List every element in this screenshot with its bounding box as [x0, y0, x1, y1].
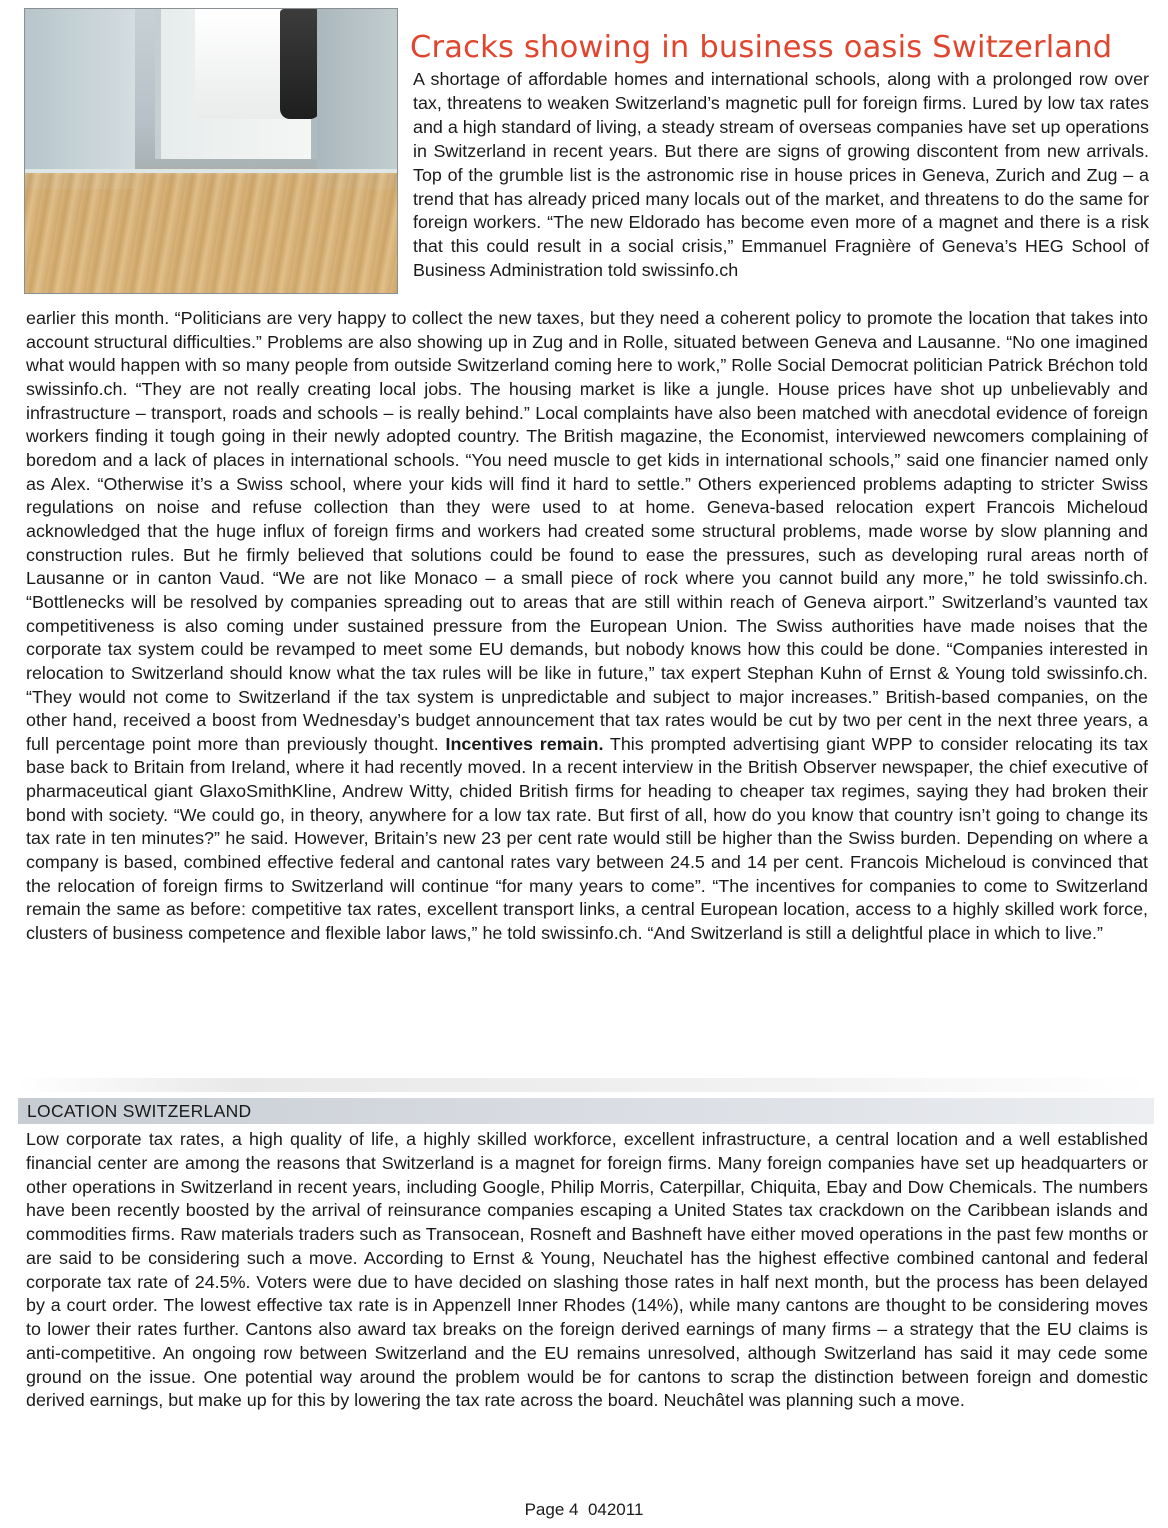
article-body [26, 307, 1148, 946]
sidebar-title: LOCATION SWITZERLAND [27, 1101, 252, 1121]
article-lead: A shortage of affordable homes and international schools, along with a prolonged row over tax, threatens to weaken Switzerland’s magnetic pull for foreign firms. Lured by low tax rates and a high standard of living, a steady stream of overseas companies have set up operations in Switzerland in recent years. But there are signs of growing discontent from new arrivals. Top of the grumble list is the astronomic rise in house prices in Geneva, Zurich and Zug – a trend that has already priced many locals out of the market, and threatens to do the same for foreign workers. “The new Eldorado has become even more of a magnet and there is a risk that this could result in a social crisis,” Emmanuel Fragnière of Geneva’s HEG School of Business Administration told swissinfo.ch [413, 69, 1149, 281]
article-photo [24, 8, 398, 294]
photo-person [280, 9, 320, 119]
issue-code: 042011 [587, 1500, 644, 1519]
article-body-part2: This prompted advertising giant WPP to consider relocating its tax base back to Britain from Ireland, where it had recently moved. In a recent interview in the British Observer newspaper, the chief executive of pharmaceutical giant GlaxoSmithKline, Andrew Witty, chided British firms for heading to cheaper tax regimes, saying they had broken their bond with society. “We could go, in theory, anywhere for a low tax rate. But first of all, how do you know that country isn’t going to change its tax rate in ten minutes?” he said. However, Britain’s new 23 per cent rate would still be higher than the Swiss burden. Depending on where a company is based, combined effective federal and cantonal rates vary between 24.5 and 14 per cent. Francois Micheloud is convinced that the relocation of foreign firms to Switzerland will continue “for many years to come”. “The incentives for companies to come to Switzerland remain the same as before: competitive tax rates, excellent transport links, a central European location, access to a highly skilled work force, clusters of business competence and flexible labor laws,” he told swissinfo.ch. “And Switzerland is still a delightful place in which to live.” [26, 733, 1148, 944]
article-subhead-incentives: Incentives remain. [445, 733, 604, 754]
article-body-part1: earlier this month. “Politicians are very happy to collect the new taxes, but they need a coherent policy to promote the location that takes into account structural difficulties.” Problems are also showing up in Zug and in Rolle, situated between Geneva and Lausanne. “No one imagined what would happen with so many people from outside Switzerland coming here to work,” Rolle Social Democrat politician Patrick Bréchon told swissinfo.ch. “They are not really creating local jobs. The housing market is like a jungle. House prices have shot up unbelievably and infrastructure – transport, roads and schools – is really behind.” Local complaints have also been matched with anecdotal evidence of foreign workers finding it tough going in their newly adopted country. The British magazine, the Economist, interviewed newcomers complaining of boredom and a lack of places in international schools. “You need muscle to get kids in international schools,” said one financier named only as Alex. “Otherwise it’s a Swiss school, where your kids will find it hard to settle.” Others experienced problems adapting to stricter Swiss regulations on noise and refuse collection than they were used to at home. Geneva-based relocation expert Francois Micheloud acknowledged that the huge influx of foreign firms and workers had created some structural problems, made worse by slow planning and construction rules. But he firmly believed that solutions could be found to ease the pressures, such as developing rural areas north of Lausanne or in canton Vaud. “We are not like Monaco – a small piece of rock where you cannot build any more,” he told swissinfo.ch. “Bottlenecks will be resolved by companies spreading out to areas that are still within reach of Geneva airport.” Switzerland’s vaunted tax competitiveness is also coming under sustained pressure from the European Union. The Swiss authorities have made noises that the corporate tax system could be revamped to meet some EU demands, but nobody knows how this could be done. “Companies interested in relocation to Switzerland should know what the tax rules will be like in future,” tax expert Stephan Kuhn of Ernst & Young told swissinfo.ch. “They would not come to Switzerland if the tax system is unpredictable and subject to major increases.” British-based companies, on the other hand, received a boost from Wednesday’s budget announcement that tax rates would be cut by two per cent in the next three years, a full percentage point more than previously thought. [26, 308, 1148, 754]
article-title: Cracks showing in business oasis Switzerland [410, 30, 1113, 65]
photo-inner-room [195, 9, 290, 119]
page-number: Page 4 [524, 1500, 579, 1519]
sidebar-text: Low corporate tax rates, a high quality of life, a highly skilled workforce, excellent infrastructure, a central location and a well established financial center are among the reasons that Switzerland is a magnet for foreign firms. Many foreign companies have set up headquarters or other operations in Switzerland in recent years, including Google, Philip Morris, Caterpillar, Chiquita, Ebay and Dow Chemicals. The numbers have been recently boosted by the arrival of reinsurance companies escaping a United States tax crackdown on the Caribbean islands and commodities firms. Raw materials traders such as Transocean, Rosneft and Bashneft have either moved operations in the past few months or are said to be considering such a move. According to Ernst & Young, Neuchatel has the highest effective combined cantonal and federal corporate tax rate of 24.5%. Voters were due to have decided on slashing those rates in half next month, but the process has been delayed by a court order. The lowest effective tax rate is in Appenzell Inner Rhodes (14%), while many cantons are thought to be considering moves to lower their rates further. Cantons also award tax breaks on the foreign derived earnings of many firms – a strategy that the EU claims is anti-competitive. An ongoing row between Switzerland and the EU remains unresolved, although Switzerland has said it may cede some ground on the issue. One potential way around the problem would be for cantons to scrap the distinction between foreign and domestic derived earnings, but make up for this by lowering the tax rate across the board. Neuchâtel was planning such a move. [26, 1129, 1148, 1411]
photo-wall-right [317, 9, 397, 189]
photo-wooden-floor [25, 173, 397, 293]
page-footer [0, 1500, 1168, 1520]
faint-divider [18, 1078, 1150, 1092]
photo-wall-left [25, 9, 135, 189]
